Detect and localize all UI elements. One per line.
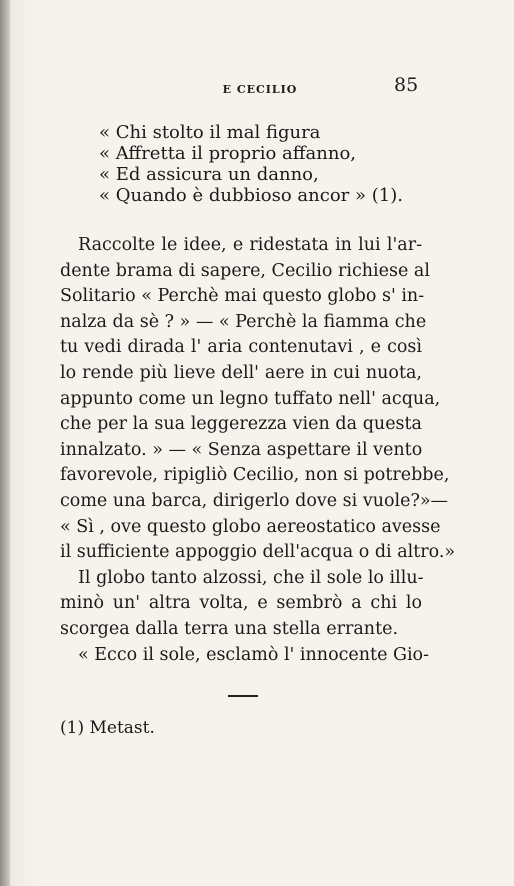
text-line: tu vedi dirada l' aria contenutavi , e così bbox=[60, 337, 422, 358]
verse-line: « Affretta il proprio affanno, bbox=[99, 143, 357, 164]
text-line: Solitario « Perchè mai questo globo s' in- bbox=[60, 286, 425, 307]
text-line: il sufficiente appoggio dell'acqua o di altro.» bbox=[60, 542, 456, 563]
running-title: E CECILIO bbox=[222, 83, 298, 96]
text-line: « Sì , ove questo globo aereostatico avesse bbox=[60, 516, 441, 537]
body-text bbox=[60, 233, 456, 668]
text-line: scorgea dalla terra una stella errante. bbox=[60, 618, 399, 639]
text-line: minò un' altra volta, e sembrò a chi lo bbox=[60, 593, 422, 614]
text-line: appunto come un legno tuffato nell' acqua, bbox=[60, 388, 441, 409]
page-spine-shadow bbox=[0, 0, 10, 886]
footnote-divider bbox=[228, 695, 258, 697]
text-line: lo rende più lieve dell' aere in cui nuota, bbox=[60, 362, 422, 383]
text-line: come una barca, dirigerlo dove si vuole?»— bbox=[60, 490, 449, 511]
text-line: dente brama di sapere, Cecilio richiese al bbox=[60, 260, 430, 281]
text-line: Il globo tanto alzossi, che il sole lo illu- bbox=[78, 567, 424, 588]
page-number: 85 bbox=[394, 74, 419, 96]
text-line: che per la sua leggerezza vien da questa bbox=[60, 414, 422, 435]
text-line: Raccolte le idee, e ridestata in lui l'ar- bbox=[78, 235, 422, 255]
verse-line: « Ed assicura un danno, bbox=[99, 164, 319, 185]
footnote: (1) Metast. bbox=[60, 718, 155, 738]
verse-line: « Chi stolto il mal figura bbox=[99, 122, 321, 143]
verse-line: « Quando è dubbioso ancor » (1). bbox=[99, 185, 403, 206]
text-line: « Ecco il sole, esclamò l' innocente Gio- bbox=[78, 644, 430, 665]
text-line: nalza da sè ? » — « Perchè la fiamma che bbox=[60, 311, 427, 332]
text-line: favorevole, ripigliò Cecilio, non si potrebbe, bbox=[60, 465, 450, 486]
verse-block bbox=[99, 122, 419, 206]
text-line: innalzato. » — « Senza aspettare il vento bbox=[60, 439, 423, 460]
